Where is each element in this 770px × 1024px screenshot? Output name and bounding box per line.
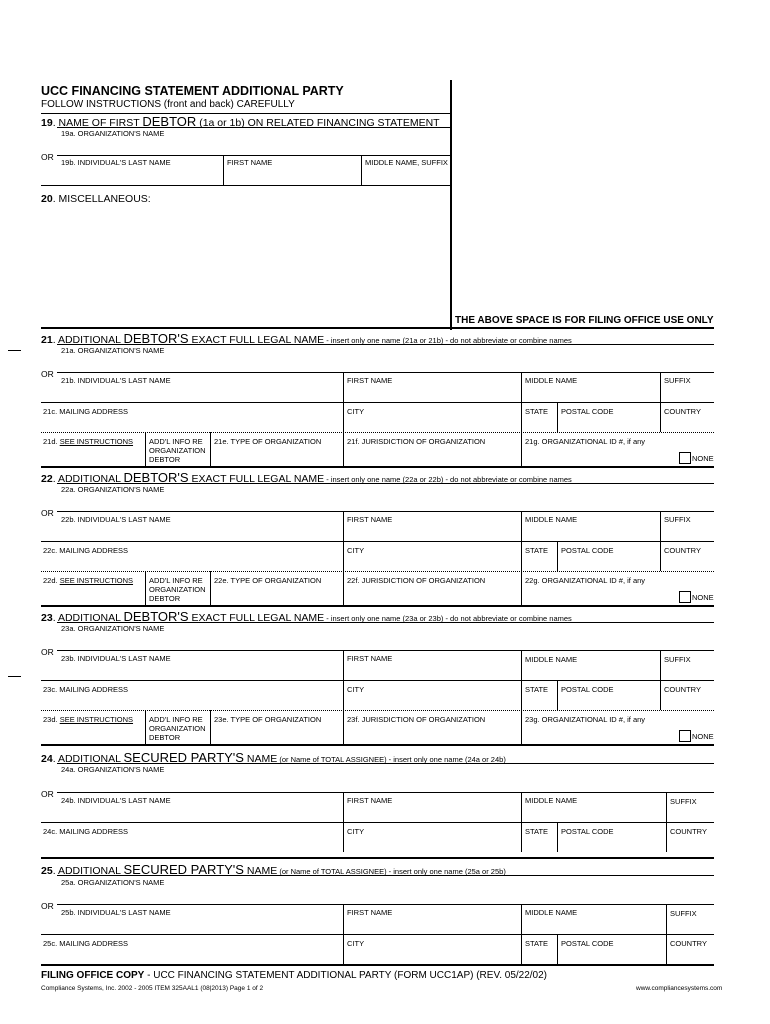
rule bbox=[57, 344, 714, 345]
none-checkbox[interactable] bbox=[679, 730, 691, 742]
field-24b-suffix-label: SUFFIX bbox=[670, 797, 697, 806]
rule bbox=[145, 710, 146, 744]
rule bbox=[41, 541, 714, 542]
field-21g-label: 21g. ORGANIZATIONAL ID #, if any bbox=[525, 437, 646, 446]
section-19-heading: 19. NAME OF FIRST DEBTOR (1a or 1b) ON RELATED FINANCING STATEMENT bbox=[41, 114, 440, 129]
rule bbox=[521, 904, 522, 934]
rule bbox=[521, 792, 522, 822]
field-25c-country-label: COUNTRY bbox=[670, 939, 707, 948]
rule bbox=[521, 511, 522, 541]
rule bbox=[343, 541, 344, 571]
field-19b-label: 19b. INDIVIDUAL'S LAST NAME bbox=[61, 158, 171, 167]
footer-vendor: Compliance Systems, Inc. 2002 - 2005 ITEM 325AAL1 (08|2013) Page 1 of 2 bbox=[41, 985, 264, 992]
field-19a-label: 19a. ORGANIZATION'S NAME bbox=[61, 129, 165, 138]
field-25b-first-label: FIRST NAME bbox=[347, 908, 393, 917]
rule bbox=[41, 327, 714, 329]
field-23c-postal-label: POSTAL CODE bbox=[561, 685, 614, 694]
footer-website: www.compliancesystems.com bbox=[636, 985, 723, 992]
rule bbox=[41, 466, 714, 468]
rule bbox=[343, 511, 344, 541]
rule bbox=[660, 511, 661, 541]
rule bbox=[57, 483, 714, 484]
section-25-heading: 25. ADDITIONAL SECURED PARTY'S NAME (or Name of TOTAL ASSIGNEE) - insert only one name (25a or 25b) bbox=[41, 862, 506, 877]
field-23b-suffix-label: SUFFIX bbox=[664, 655, 691, 664]
rule bbox=[666, 904, 667, 934]
rule bbox=[57, 875, 714, 876]
rule bbox=[521, 680, 522, 710]
rule bbox=[57, 650, 714, 651]
margin-mark bbox=[8, 676, 21, 677]
rule bbox=[521, 372, 522, 402]
field-21d-label: 21d. SEE INSTRUCTIONS bbox=[43, 437, 134, 446]
see-instructions-link[interactable]: SEE INSTRUCTIONS bbox=[59, 715, 134, 724]
rule bbox=[666, 792, 667, 822]
field-22c-state-label: STATE bbox=[525, 546, 549, 555]
rule bbox=[343, 710, 344, 744]
rule bbox=[557, 541, 558, 571]
rule bbox=[41, 822, 714, 823]
form-instructions: FOLLOW INSTRUCTIONS (front and back) CAREFULLY bbox=[41, 99, 295, 110]
rule bbox=[223, 155, 224, 185]
rule bbox=[343, 792, 344, 822]
rule bbox=[57, 511, 714, 512]
field-21c-postal-label: POSTAL CODE bbox=[561, 407, 614, 416]
field-22d-label: 22d. SEE INSTRUCTIONS bbox=[43, 576, 134, 585]
field-24c-country-label: COUNTRY bbox=[670, 827, 707, 836]
margin-mark bbox=[8, 350, 21, 351]
rule bbox=[57, 155, 450, 156]
rule bbox=[343, 650, 344, 680]
section-22-heading: 22. ADDITIONAL DEBTOR'S EXACT FULL LEGAL NAME - insert only one name (22a or 22b) - do not abbreviate or combine names bbox=[41, 470, 572, 485]
field-23c-country-label: COUNTRY bbox=[664, 685, 701, 694]
field-21b-label: 21b. INDIVIDUAL'S LAST NAME bbox=[61, 376, 171, 385]
rule bbox=[521, 571, 522, 605]
field-22b-suffix-label: SUFFIX bbox=[664, 515, 691, 524]
rule bbox=[57, 372, 714, 373]
field-23b-first-label: FIRST NAME bbox=[347, 654, 393, 663]
field-24c-label: 24c. MAILING ADDRESS bbox=[43, 827, 129, 836]
field-22b-label: 22b. INDIVIDUAL'S LAST NAME bbox=[61, 515, 171, 524]
field-22c-city-label: CITY bbox=[347, 546, 365, 555]
none-label: NONE bbox=[692, 732, 714, 741]
or-label: OR bbox=[41, 789, 54, 799]
field-21c-city-label: CITY bbox=[347, 407, 365, 416]
rule bbox=[41, 432, 714, 433]
rule bbox=[660, 402, 661, 432]
field-19b-middle-label: MIDDLE NAME, SUFFIX bbox=[365, 158, 448, 167]
rule bbox=[41, 744, 714, 746]
field-22f-label: 22f. JURISDICTION OF ORGANIZATION bbox=[347, 576, 486, 585]
rule bbox=[41, 934, 714, 935]
rule bbox=[41, 964, 714, 966]
or-label: OR bbox=[41, 901, 54, 911]
field-21b-suffix-label: SUFFIX bbox=[664, 376, 691, 385]
field-25c-label: 25c. MAILING ADDRESS bbox=[43, 939, 129, 948]
field-25a-label: 25a. ORGANIZATION'S NAME bbox=[61, 878, 165, 887]
rule bbox=[666, 822, 667, 852]
field-24b-label: 24b. INDIVIDUAL'S LAST NAME bbox=[61, 796, 171, 805]
field-22c-country-label: COUNTRY bbox=[664, 546, 701, 555]
field-23c-label: 23c. MAILING ADDRESS bbox=[43, 685, 129, 694]
see-instructions-link[interactable]: SEE INSTRUCTIONS bbox=[59, 576, 134, 585]
rule bbox=[210, 571, 211, 605]
rule bbox=[41, 605, 714, 607]
field-21a-label: 21a. ORGANIZATION'S NAME bbox=[61, 346, 165, 355]
field-22g-label: 22g. ORGANIZATIONAL ID #, if any bbox=[525, 576, 646, 585]
field-23a-label: 23a. ORGANIZATION'S NAME bbox=[61, 624, 165, 633]
rule bbox=[521, 934, 522, 964]
field-23d-label: 23d. SEE INSTRUCTIONS bbox=[43, 715, 134, 724]
rule bbox=[361, 155, 362, 185]
rule bbox=[145, 571, 146, 605]
field-21b-middle-label: MIDDLE NAME bbox=[525, 376, 578, 385]
rule bbox=[660, 650, 661, 680]
none-checkbox[interactable] bbox=[679, 591, 691, 603]
rule bbox=[41, 571, 714, 572]
footer-copy-line: FILING OFFICE COPY - UCC FINANCING STATEMENT ADDITIONAL PARTY (FORM UCC1AP) (REV. 05/22/02) bbox=[41, 970, 548, 981]
field-23c-state-label: STATE bbox=[525, 685, 549, 694]
field-25b-middle-label: MIDDLE NAME bbox=[525, 908, 578, 917]
rule bbox=[41, 402, 714, 403]
rule bbox=[343, 432, 344, 466]
rule bbox=[557, 402, 558, 432]
rule bbox=[41, 680, 714, 681]
rule bbox=[41, 185, 450, 186]
or-label: OR bbox=[41, 647, 54, 657]
or-label: OR bbox=[41, 369, 54, 379]
filing-office-border bbox=[450, 80, 452, 330]
rule bbox=[521, 402, 522, 432]
form-title: UCC FINANCING STATEMENT ADDITIONAL PARTY bbox=[41, 84, 344, 98]
filing-office-note: THE ABOVE SPACE IS FOR FILING OFFICE USE ONLY bbox=[455, 315, 714, 326]
section-21-heading: 21. ADDITIONAL DEBTOR'S EXACT FULL LEGAL NAME - insert only one name (21a or 21b) - do not abbreviate or combine names bbox=[41, 331, 572, 346]
field-23c-city-label: CITY bbox=[347, 685, 365, 694]
rule bbox=[521, 710, 522, 744]
field-23e-label: 23e. TYPE OF ORGANIZATION bbox=[214, 715, 322, 724]
rule bbox=[521, 541, 522, 571]
field-25b-label: 25b. INDIVIDUAL'S LAST NAME bbox=[61, 908, 171, 917]
or-label: OR bbox=[41, 152, 54, 162]
none-checkbox[interactable] bbox=[679, 452, 691, 464]
field-24c-postal-label: POSTAL CODE bbox=[561, 827, 614, 836]
none-label: NONE bbox=[692, 593, 714, 602]
none-label: NONE bbox=[692, 454, 714, 463]
field-25c-postal-label: POSTAL CODE bbox=[561, 939, 614, 948]
field-24b-middle-label: MIDDLE NAME bbox=[525, 796, 578, 805]
field-23g-label: 23g. ORGANIZATIONAL ID #, if any bbox=[525, 715, 646, 724]
rule bbox=[343, 934, 344, 964]
rule bbox=[343, 680, 344, 710]
rule bbox=[557, 822, 558, 852]
rule bbox=[57, 792, 714, 793]
rule bbox=[557, 934, 558, 964]
rule bbox=[343, 402, 344, 432]
rule bbox=[343, 904, 344, 934]
section-20-heading: 20. MISCELLANEOUS: bbox=[41, 193, 151, 205]
field-25b-suffix-label: SUFFIX bbox=[670, 909, 697, 918]
rule bbox=[557, 680, 558, 710]
rule bbox=[210, 432, 211, 466]
or-label: OR bbox=[41, 508, 54, 518]
field-22b-first-label: FIRST NAME bbox=[347, 515, 393, 524]
field-21f-label: 21f. JURISDICTION OF ORGANIZATION bbox=[347, 437, 486, 446]
rule bbox=[660, 372, 661, 402]
rule bbox=[343, 372, 344, 402]
field-21c-country-label: COUNTRY bbox=[664, 407, 701, 416]
field-25c-state-label: STATE bbox=[525, 939, 549, 948]
field-24c-city-label: CITY bbox=[347, 827, 365, 836]
rule bbox=[660, 541, 661, 571]
field-22a-label: 22a. ORGANIZATION'S NAME bbox=[61, 485, 165, 494]
field-21c-label: 21c. MAILING ADDRESS bbox=[43, 407, 129, 416]
rule bbox=[521, 650, 522, 680]
rule bbox=[660, 680, 661, 710]
field-22c-label: 22c. MAILING ADDRESS bbox=[43, 546, 129, 555]
rule bbox=[343, 571, 344, 605]
rule bbox=[57, 622, 714, 623]
section-23-heading: 23. ADDITIONAL DEBTOR'S EXACT FULL LEGAL NAME - insert only one name (23a or 23b) - do not abbreviate or combine names bbox=[41, 609, 572, 624]
rule bbox=[521, 432, 522, 466]
rule bbox=[666, 934, 667, 964]
rule bbox=[41, 857, 714, 859]
field-21c-state-label: STATE bbox=[525, 407, 549, 416]
field-24c-state-label: STATE bbox=[525, 827, 549, 836]
rule bbox=[41, 710, 714, 711]
field-21b-first-label: FIRST NAME bbox=[347, 376, 393, 385]
field-23b-label: 23b. INDIVIDUAL'S LAST NAME bbox=[61, 654, 171, 663]
addl-info-label: ADD'L INFO RE ORGANIZATION DEBTOR bbox=[149, 576, 206, 603]
rule bbox=[521, 822, 522, 852]
rule bbox=[210, 710, 211, 744]
field-24a-label: 24a. ORGANIZATION'S NAME bbox=[61, 765, 165, 774]
rule bbox=[57, 763, 714, 764]
rule bbox=[343, 822, 344, 852]
see-instructions-link[interactable]: SEE INSTRUCTIONS bbox=[59, 437, 134, 446]
addl-info-label: ADD'L INFO RE ORGANIZATION DEBTOR bbox=[149, 715, 206, 742]
rule bbox=[57, 904, 714, 905]
field-22e-label: 22e. TYPE OF ORGANIZATION bbox=[214, 576, 322, 585]
addl-info-label: ADD'L INFO RE ORGANIZATION DEBTOR bbox=[149, 437, 206, 464]
field-19b-first-label: FIRST NAME bbox=[227, 158, 273, 167]
field-22b-middle-label: MIDDLE NAME bbox=[525, 515, 578, 524]
rule bbox=[57, 127, 450, 128]
rule bbox=[145, 432, 146, 466]
field-22c-postal-label: POSTAL CODE bbox=[561, 546, 614, 555]
section-24-heading: 24. ADDITIONAL SECURED PARTY'S NAME (or Name of TOTAL ASSIGNEE) - insert only one name (24a or 24b) bbox=[41, 750, 506, 765]
field-24b-first-label: FIRST NAME bbox=[347, 796, 393, 805]
field-23b-middle-label: MIDDLE NAME bbox=[525, 655, 578, 664]
field-23f-label: 23f. JURISDICTION OF ORGANIZATION bbox=[347, 715, 486, 724]
field-21e-label: 21e. TYPE OF ORGANIZATION bbox=[214, 437, 322, 446]
field-25c-city-label: CITY bbox=[347, 939, 365, 948]
